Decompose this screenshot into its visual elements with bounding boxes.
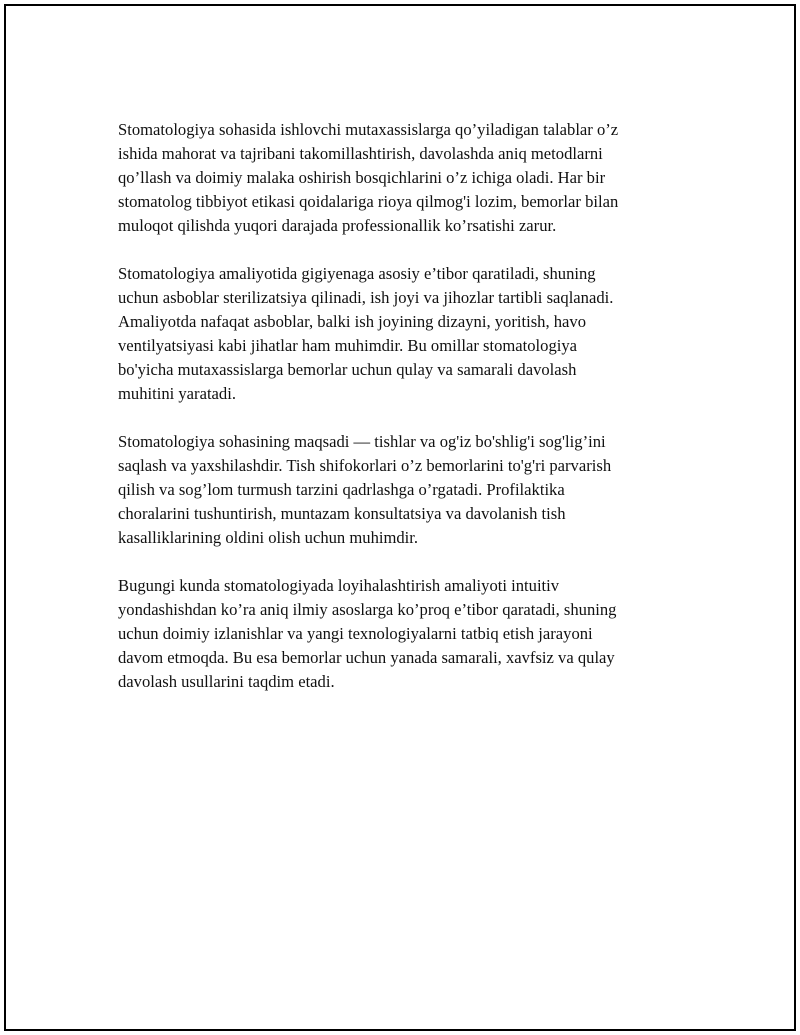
text-line: saqlash va yaxshilashdir. Tish shifokorlari o’z bemorlarini to'g'ri parvarish: [118, 456, 612, 475]
paragraph-2: [118, 262, 678, 406]
text-line: davolash usullarini taqdim etadi.: [118, 672, 335, 691]
text-line: Amaliyotda nafaqat asboblar, balki ish joyining dizayni, yoritish, havo: [118, 312, 587, 331]
text-line: qilish va sog’lom turmush tarzini qadrlashga o’rgatadi. Profilaktika: [118, 480, 565, 499]
text-line: ishida mahorat va tajribani takomillashtirish, davolashda aniq metodlarni: [118, 144, 603, 163]
text-line: ventilyatsiyasi kabi jihatlar ham muhimdir. Bu omillar stomatologiya: [118, 336, 578, 355]
text-line: kasalliklarining oldini olish uchun muhimdir.: [118, 528, 419, 547]
text-line: Stomatologiya sohasida ishlovchi mutaxassislarga qo’yiladigan talablar o’z: [118, 120, 619, 139]
text-line: Stomatologiya sohasining maqsadi — tishlar va og'iz bo'shlig'i sog'lig’ini: [118, 432, 606, 451]
text-line: Stomatologiya amaliyotida gigiyenaga asosiy e’tibor qaratiladi, shuning: [118, 264, 596, 283]
text-line: stomatolog tibbiyot etikasi qoidalariga rioya qilmog'i lozim, bemorlar bilan: [118, 192, 619, 211]
text-line: qo’llash va doimiy malaka oshirish bosqichlarini o’z ichiga oladi. Har bir: [118, 168, 606, 187]
document-body: [118, 118, 678, 718]
text-line: uchun asboblar sterilizatsiya qilinadi, ish joyi va jihozlar tartibli saqlanadi.: [118, 288, 614, 307]
paragraph-3: [118, 430, 678, 550]
text-line: yondashishdan ko’ra aniq ilmiy asoslarga ko’proq e’tibor qaratadi, shuning: [118, 600, 617, 619]
text-line: davom etmoqda. Bu esa bemorlar uchun yanada samarali, xavfsiz va qulay: [118, 648, 615, 667]
paragraph-1: [118, 118, 678, 238]
text-line: muloqot qilishda yuqori darajada professionallik ko’rsatishi zarur.: [118, 216, 557, 235]
text-line: Bugungi kunda stomatologiyada loyihalashtirish amaliyoti intuitiv: [118, 576, 560, 595]
paragraph-4: [118, 574, 678, 694]
text-line: bo'yicha mutaxassislarga bemorlar uchun qulay va samarali davolash: [118, 360, 577, 379]
text-line: uchun doimiy izlanishlar va yangi texnologiyalarni tatbiq etish jarayoni: [118, 624, 593, 643]
text-line: choralarini tushuntirish, muntazam konsultatsiya va davolanish tish: [118, 504, 566, 523]
text-line: muhitini yaratadi.: [118, 384, 236, 403]
